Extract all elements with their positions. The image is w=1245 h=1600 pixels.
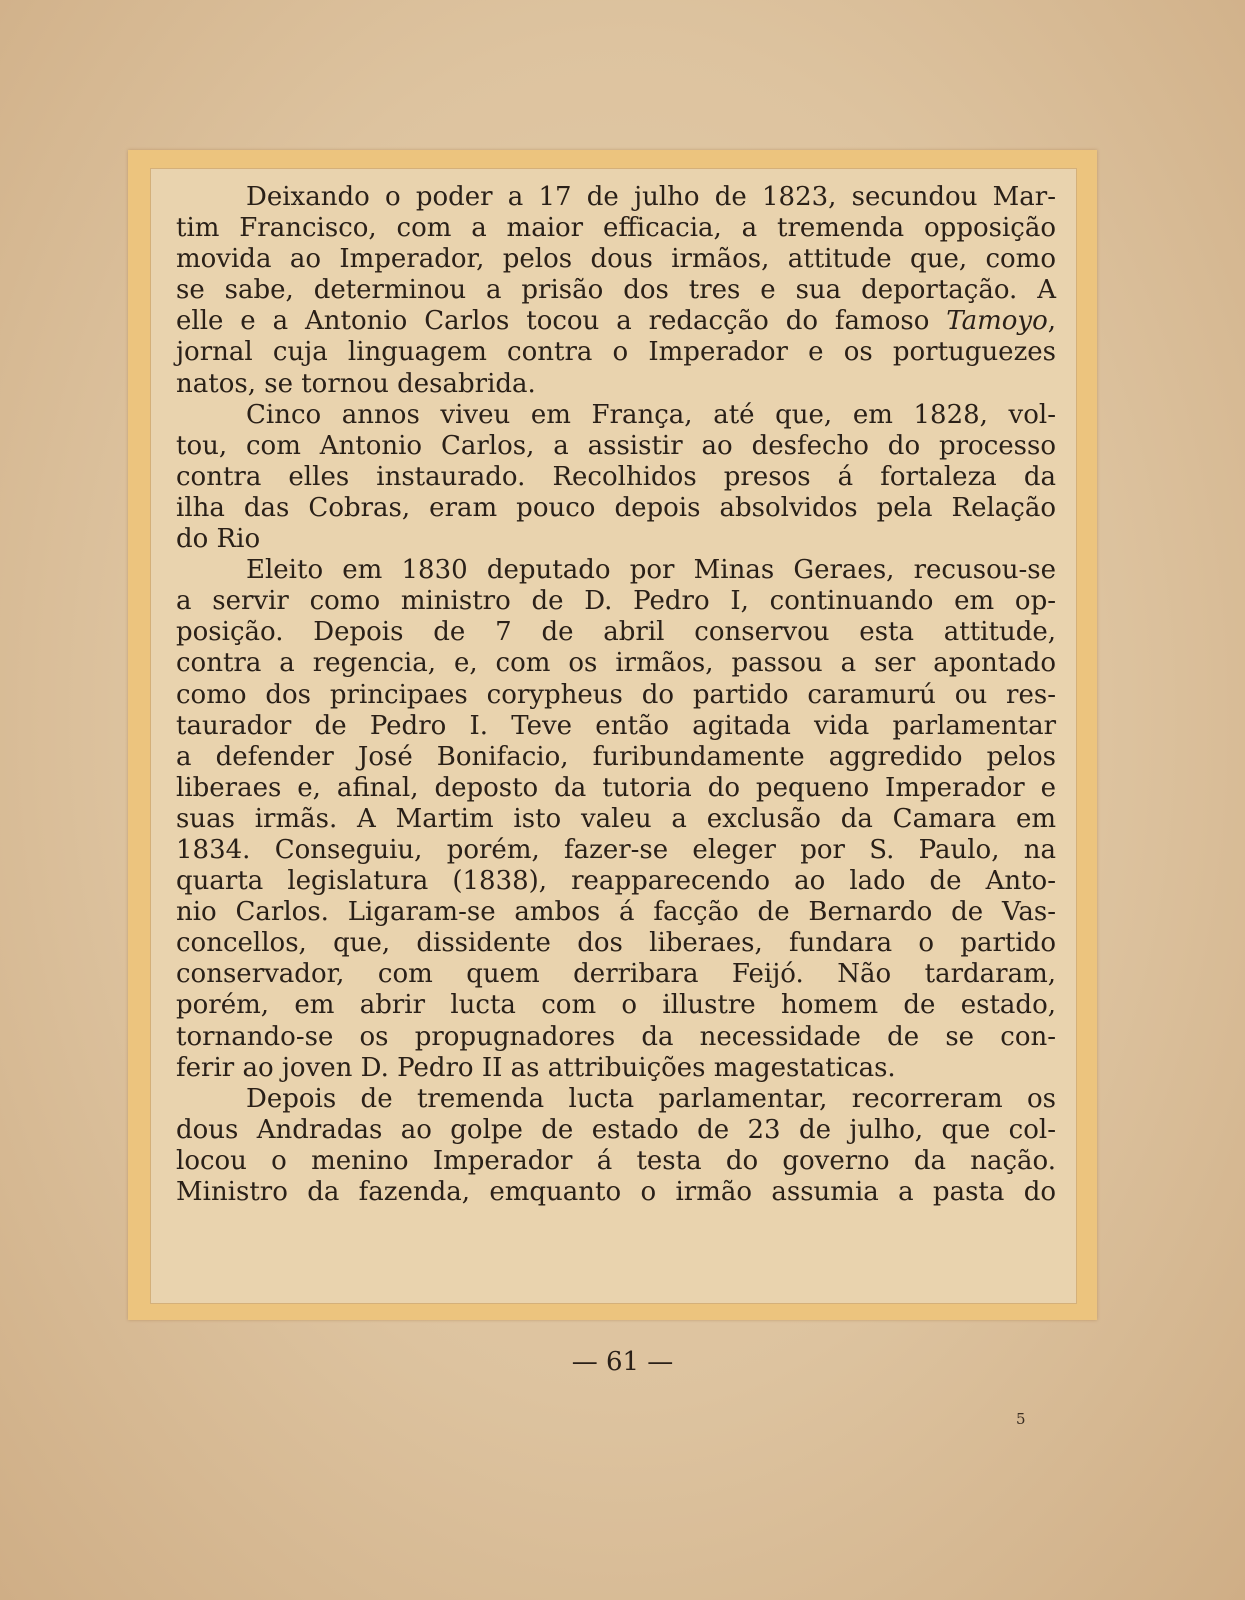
text-line: Deixando o poder a 17 de julho de 1823, secundou Mar-	[246, 182, 1056, 212]
text-line: locou o menino Imperador á testa do governo da nação.	[176, 1145, 1056, 1176]
text-line: tou, com Antonio Carlos, a assistir ao desfecho do processo	[176, 430, 1056, 461]
text-line: Depois de tremenda lucta parlamentar, recorreram os	[246, 1083, 1056, 1114]
text-line: liberaes e, afinal, deposto da tutoria do pequeno Imperador e	[176, 772, 1056, 803]
text-line: tornando-se os propugnadores da necessidade de se con-	[176, 1021, 1056, 1052]
text-line: a defender José Bonifacio, furibundamente aggredido pelos	[176, 741, 1056, 772]
text-line: conservador, com quem derribara Feijó. Não tardaram,	[176, 959, 1056, 990]
text-line: a servir como ministro de D. Pedro I, continuando em op-	[176, 586, 1056, 617]
text-line: jornal cuja linguagem contra o Imperador e os portuguezes	[176, 337, 1056, 368]
text-line: dous Andradas ao golpe de estado de 23 de julho, que col-	[176, 1114, 1056, 1145]
text-line: contra a regencia, e, com os irmãos, passou a ser apontado	[176, 648, 1056, 679]
text-line: Eleito em 1830 deputado por Minas Geraes, recusou-se	[246, 555, 1056, 586]
paragraph-2	[176, 400, 1056, 555]
text-line: se sabe, determinou a prisão dos tres e sua deportação. A	[176, 275, 1056, 306]
text-line: suas irmãs. A Martim isto valeu a exclusão da Camara em	[176, 803, 1056, 834]
text-line: ferir ao joven D. Pedro II as attribuições magestaticas.	[176, 1052, 896, 1083]
text-line: tim Francisco, com a maior efficacia, a tremenda opposição	[176, 213, 1056, 244]
text-line: taurador de Pedro I. Teve então agitada vida parlamentar	[176, 710, 1056, 741]
text-line: contra elles instaurado. Recolhidos presos á fortaleza da	[176, 461, 1056, 492]
text-line: elle e a Antonio Carlos tocou a redacção do famoso Tamoyo,	[176, 306, 1056, 337]
page-number: — 61 —	[571, 1347, 674, 1377]
paragraph-3	[176, 555, 1056, 1084]
text-line: natos, se tornou desabrida.	[176, 368, 536, 399]
text-line: quarta legislatura (1838), reapparecendo ao lado de Anto-	[176, 866, 1056, 897]
text-line: do Rio	[176, 524, 261, 555]
text-line: Ministro da fazenda, emquanto o irmão assumia a pasta do	[176, 1177, 1056, 1207]
text-line: posição. Depois de 7 de abril conservou esta attitude,	[176, 617, 1056, 648]
paragraph-4	[176, 1084, 1056, 1208]
text-line: concellos, que, dissidente dos liberaes, fundara o partido	[176, 928, 1056, 959]
signature-mark: 5	[1016, 1410, 1026, 1428]
paragraph-1	[176, 182, 1056, 400]
text-line: Cinco annos viveu em França, até que, em 1828, vol-	[246, 399, 1056, 430]
text-line: 1834. Conseguiu, porém, fazer-se eleger por S. Paulo, na	[176, 834, 1056, 865]
text-line: ilha das Cobras, eram pouco depois absolvidos pela Relação	[176, 492, 1056, 523]
text-line: porém, em abrir lucta com o illustre homem de estado,	[176, 990, 1056, 1021]
text-line: movida ao Imperador, pelos dous irmãos, attitude que, como	[176, 244, 1056, 275]
text-line: nio Carlos. Ligaram-se ambos á facção de Bernardo de Vas-	[176, 897, 1056, 928]
body-text	[176, 182, 1056, 1208]
text-line: como dos principaes corypheus do partido caramurú ou res-	[176, 679, 1056, 710]
